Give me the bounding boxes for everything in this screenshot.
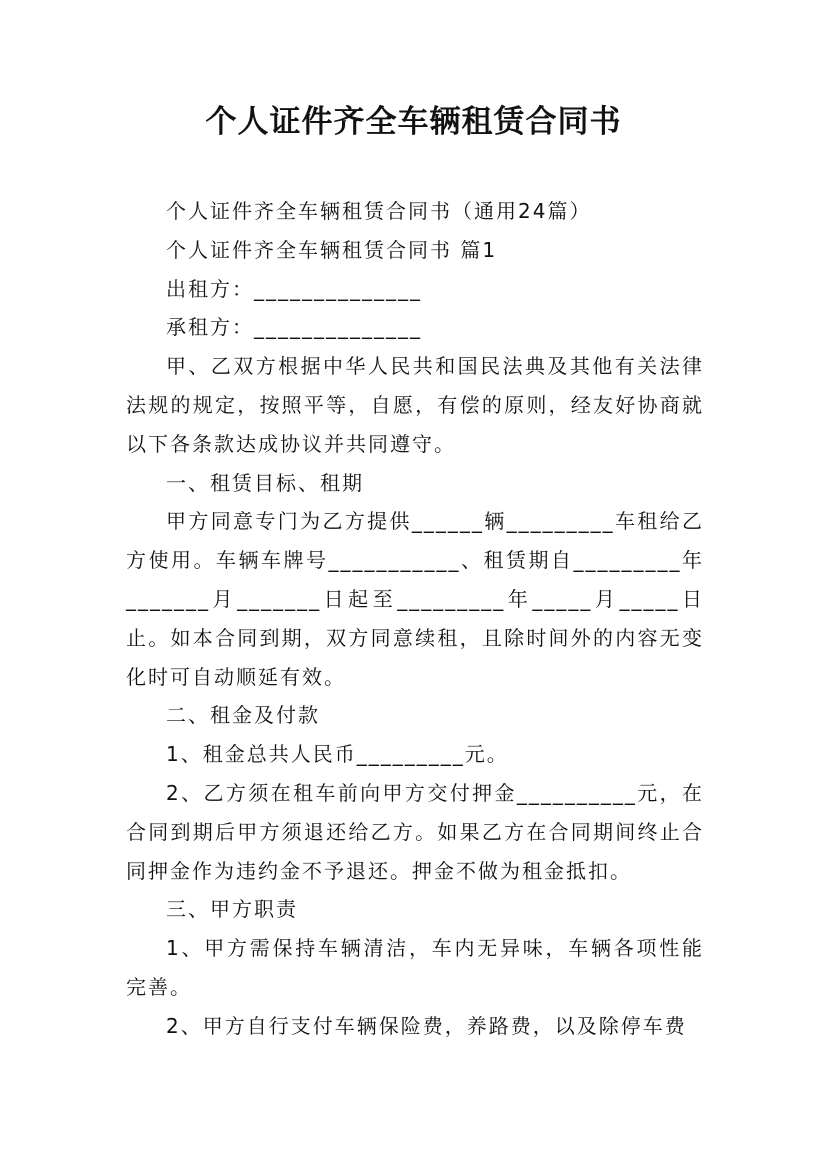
section-heading-1: 一、租赁目标、租期 bbox=[166, 470, 364, 495]
document-body bbox=[126, 192, 704, 1046]
section-heading-2: 二、租金及付款 bbox=[166, 703, 320, 728]
paragraph-subtitle: 个人证件齐全车辆租赁合同书（通用24篇） bbox=[166, 199, 592, 223]
paragraph-lessee: 承租方：______________ bbox=[166, 315, 422, 340]
paragraph-rent-1: 1、租金总共人民币_________元。 bbox=[166, 742, 509, 767]
paragraph-section-1: 甲方同意专门为乙方提供______辆_________车租给乙方使用。车辆车牌号___________、租赁期自_________年_______月_______日起至_________年_____月_____日止。如本合同到期，双方同意续租，且除时间外的内容无变化时可自动顺延有效。 bbox=[126, 509, 704, 689]
paragraph-preamble: 甲、乙双方根据中华人民共和国民法典及其他有关法律法规的规定，按照平等，自愿，有偿的原则，经友好协商就以下各条款达成协议并共同遵守。 bbox=[126, 354, 704, 456]
paragraph-rent-2: 2、乙方须在租车前向甲方交付押金__________元，在合同到期后甲方须退还给乙方。如果乙方在合同期间终止合同押金作为违约金不予退还。押金不做为租金抵扣。 bbox=[126, 780, 704, 883]
section-heading-3: 三、甲方职责 bbox=[166, 897, 298, 922]
paragraph-part-heading: 个人证件齐全车辆租赁合同书 篇1 bbox=[166, 237, 498, 262]
paragraph-duty-1: 1、甲方需保持车辆清洁，车内无异味，车辆各项性能完善。 bbox=[126, 936, 704, 999]
document-title: 个人证件齐全车辆租赁合同书 bbox=[205, 104, 622, 140]
paragraph-duty-2: 2、甲方自行支付车辆保险费，养路费，以及除停车费 bbox=[166, 1013, 687, 1038]
paragraph-lessor: 出租方：______________ bbox=[166, 276, 422, 301]
